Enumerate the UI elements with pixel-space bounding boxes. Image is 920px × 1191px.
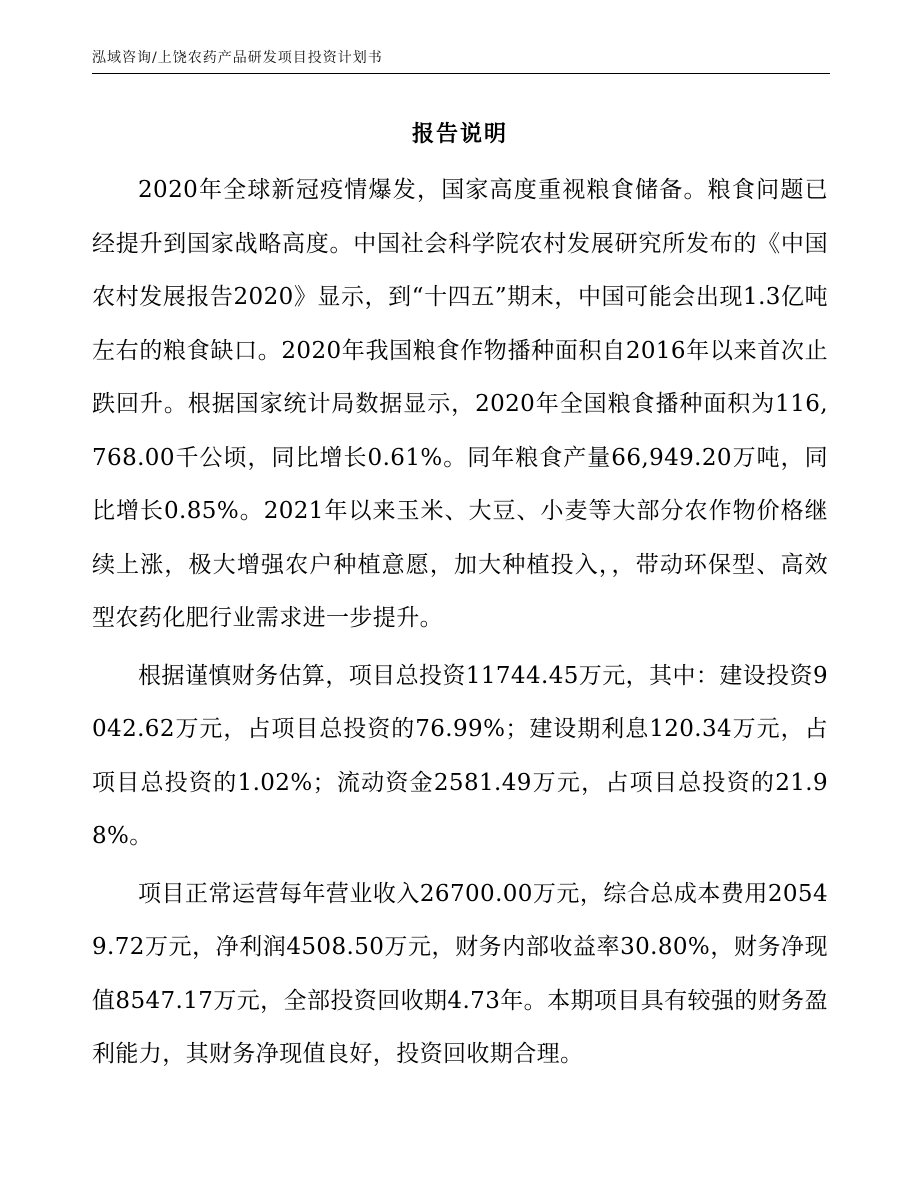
- page-title: 报告说明: [411, 121, 508, 147]
- document-body: [92, 164, 828, 1082]
- paragraph-financials: 项目正常运营每年营业收入26700.00万元，综合总成本费用20549.72万元，净利润4508.50万元，财务内部收益率30.80%，财务净现值8547.17万元，全部投资回收期4.73年。本期项目具有较强的财务盈利能力，其财务净现值良好，投资回收期合理。: [92, 880, 828, 1067]
- paragraph-investment: 根据谨慎财务估算，项目总投资11744.45万元，其中：建设投资9042.62万元，占项目总投资的76.99%；建设期利息120.34万元，占项目总投资的1.02%；流动资金2581.49万元，占项目总投资的21.98%。: [92, 662, 828, 849]
- paragraph-background: 2020年全球新冠疫情爆发，国家高度重视粮食储备。粮食问题已经提升到国家战略高度。中国社会科学院农村发展研究所发布的《中国农村发展报告2020》显示，到“十四五”期末，中国可能会出现1.3亿吨左右的粮食缺口。2020年我国粮食作物播种面积自2016年以来首次止跌回升。根据国家统计局数据显示，2020年全国粮食播种面积为116,768.00千公顷，同比增长0.61%。同年粮食产量66,949.20万吨，同比增长0.85%。2021年以来玉米、大豆、小麦等大部分农作物价格继续上涨，极大增强农户种植意愿，加大种植投入，，带动环保型、高效型农药化肥行业需求进一步提升。: [92, 177, 828, 631]
- document-header: 泓域咨询/上饶农药产品研发项目投资计划书: [92, 50, 383, 66]
- header-divider: [92, 73, 830, 74]
